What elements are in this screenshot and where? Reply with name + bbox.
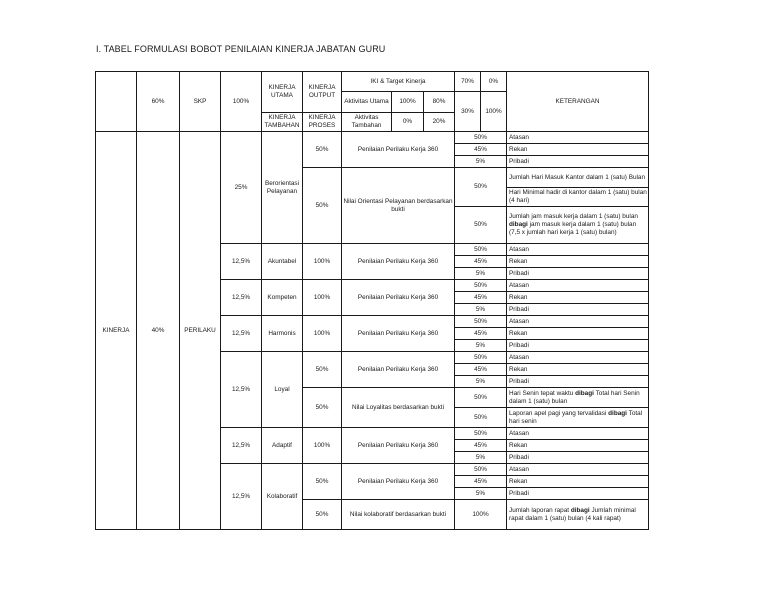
aspect-adaptif: Adaptif (262, 428, 303, 464)
keterangan-atasan: Atasan (507, 132, 649, 144)
iki-nilai-orientasi: Nilai Orientasi Pelayanan berdasarkan bukti (342, 168, 455, 244)
header-skp: SKP (180, 72, 221, 132)
weight-pribadi: 5% (455, 156, 507, 168)
weight-berorientasi: 25% (221, 132, 262, 244)
weight-harmonis: 12,5% (221, 316, 262, 352)
header-iki-target: IKI & Target Kinerja (342, 72, 455, 92)
weight-jam-masuk: 50% (455, 207, 507, 244)
keterangan-pribadi: Pribadi (507, 156, 649, 168)
header-kinerja-proses: KINERJA PROSES (303, 113, 342, 132)
keterangan-rekan: Rekan (507, 328, 649, 340)
aspect-berorientasi: Berorientasi Pelayanan (262, 132, 303, 244)
aktivitas-tambahan-0: 0% (392, 113, 424, 132)
weight-pribadi: 5% (455, 488, 507, 500)
keterangan-rekan: Rekan (507, 476, 649, 488)
weight-pribadi: 5% (455, 452, 507, 464)
weight-pribadi: 5% (455, 304, 507, 316)
aspect-kompeten: Kompeten (262, 280, 303, 316)
iki-nilai-loyalitas: Nilai Loyalitas berdasarkan bukti (342, 388, 455, 428)
keterangan-hari-minimal: Hari Minimal hadir di kantor dalam 1 (satu) bulan (4 hari) (507, 188, 649, 207)
keterangan-rekan: Rekan (507, 292, 649, 304)
header-100b: 100% (481, 92, 507, 132)
weight-rekan: 45% (455, 144, 507, 156)
keterangan-senin-tepat-waktu: Hari Senin tepat waktu dibagi Total hari Senin dalam 1 (satu) bulan (507, 388, 649, 408)
weight-atasan: 50% (455, 132, 507, 144)
proses-akuntabel: 100% (303, 244, 342, 280)
header-kinerja-utama: KINERJA UTAMA (262, 72, 303, 113)
keterangan-rekan: Rekan (507, 440, 649, 452)
perilaku-weight: 40% (137, 132, 180, 530)
aspect-harmonis: Harmonis (262, 316, 303, 352)
weight-senin-tepat-waktu: 50% (455, 388, 507, 408)
keterangan-pribadi: Pribadi (507, 304, 649, 316)
header-30: 30% (455, 92, 481, 132)
document-title: I. TABEL FORMULASI BOBOT PENILAIAN KINERJA JABATAN GURU (96, 44, 386, 54)
weight-atasan: 50% (455, 464, 507, 476)
keterangan-rekan: Rekan (507, 144, 649, 156)
iki-kolaboratif-360: Penilaian Perilaku Kerja 360 (342, 464, 455, 500)
keterangan-hari-masuk: Jumlah Hari Masuk Kantor dalam 1 (satu) Bulan (507, 168, 649, 188)
header-kinerja-output: KINERJA OUTPUT (303, 72, 342, 113)
iki-akuntabel-360: Penilaian Perilaku Kerja 360 (342, 244, 455, 280)
weight-rekan: 45% (455, 328, 507, 340)
header-keterangan: KETERANGAN (507, 72, 649, 132)
proses-harmonis: 100% (303, 316, 342, 352)
iki-berorientasi-360: Penilaian Perilaku Kerja 360 (342, 132, 455, 168)
aktivitas-utama-80: 80% (424, 92, 455, 113)
keterangan-pribadi: Pribadi (507, 340, 649, 352)
bobot-penilaian-table (95, 71, 649, 530)
weight-adaptif: 12,5% (221, 428, 262, 464)
keterangan-pribadi: Pribadi (507, 376, 649, 388)
kinerja-label: KINERJA (96, 132, 137, 530)
aspect-akuntabel: Akuntabel (262, 244, 303, 280)
weight-atasan: 50% (455, 352, 507, 364)
iki-loyal-360: Penilaian Perilaku Kerja 360 (342, 352, 455, 388)
iki-harmonis-360: Penilaian Perilaku Kerja 360 (342, 316, 455, 352)
weight-rekan: 45% (455, 256, 507, 268)
weight-pribadi: 5% (455, 268, 507, 280)
keterangan-pribadi: Pribadi (507, 268, 649, 280)
weight-rekan: 45% (455, 292, 507, 304)
keterangan-atasan: Atasan (507, 244, 649, 256)
keterangan-pribadi: Pribadi (507, 452, 649, 464)
keterangan-laporan-rapat: Jumlah laporan rapat dibagi Jumlah minimal rapat dalam 1 (satu) bulan (4 kali rapat) (507, 500, 649, 530)
weight-apel-pagi: 50% (455, 408, 507, 428)
aspect-kolaboratif: Kolaboratif (262, 464, 303, 530)
weight-pribadi: 5% (455, 376, 507, 388)
keterangan-atasan: Atasan (507, 352, 649, 364)
keterangan-pribadi: Pribadi (507, 488, 649, 500)
weight-atasan: 50% (455, 244, 507, 256)
weight-atasan: 50% (455, 280, 507, 292)
header-0: 0% (481, 72, 507, 92)
proses-loyal-360: 50% (303, 352, 342, 388)
keterangan-jam-masuk: Jumlah jam masuk kerja dalam 1 (satu) bulan dibagi jam masuk kerja dalam 1 (satu) bulan (7,5 x jumlah hari kerja 1 (satu) bulan) (507, 207, 649, 244)
iki-kompeten-360: Penilaian Perilaku Kerja 360 (342, 280, 455, 316)
weight-laporan-rapat: 100% (455, 500, 507, 530)
iki-nilai-kolaboratif: Nilai kolaboratif berdasarkan bukti (342, 500, 455, 530)
proses-loyal-bukti: 50% (303, 388, 342, 428)
proses-kolaboratif-360: 50% (303, 464, 342, 500)
proses-kompeten: 100% (303, 280, 342, 316)
aktivitas-utama-100: 100% (392, 92, 424, 113)
perilaku-label: PERILAKU (180, 132, 221, 530)
weight-rekan: 45% (455, 476, 507, 488)
proses-kolaboratif-bukti: 50% (303, 500, 342, 530)
weight-atasan: 50% (455, 316, 507, 328)
proses-adaptif: 100% (303, 428, 342, 464)
aktivitas-tambahan-20: 20% (424, 113, 455, 132)
keterangan-atasan: Atasan (507, 280, 649, 292)
header-100: 100% (221, 72, 262, 132)
keterangan-atasan: Atasan (507, 428, 649, 440)
blank-corner-cell (96, 72, 137, 132)
header-aktivitas-tambahan: Aktivitas Tambahan (342, 113, 392, 132)
proses-berorientasi-360: 50% (303, 132, 342, 168)
weight-pribadi: 5% (455, 340, 507, 352)
weight-rekan: 45% (455, 440, 507, 452)
keterangan-apel-pagi: Laporan apel pagi yang tervalidasi dibagi Total hari senin (507, 408, 649, 428)
proses-berorientasi-bukti: 50% (303, 168, 342, 244)
weight-akuntabel: 12,5% (221, 244, 262, 280)
weight-hari-masuk: 50% (455, 168, 507, 207)
iki-adaptif-360: Penilaian Perilaku Kerja 360 (342, 428, 455, 464)
keterangan-atasan: Atasan (507, 316, 649, 328)
weight-atasan: 50% (455, 428, 507, 440)
header-aktivitas-utama: Aktivitas Utama (342, 92, 392, 113)
weight-loyal: 12,5% (221, 352, 262, 428)
header-kinerja-tambahan: KINERJA TAMBAHAN (262, 113, 303, 132)
weight-rekan: 45% (455, 364, 507, 376)
weight-kompeten: 12,5% (221, 280, 262, 316)
keterangan-rekan: Rekan (507, 256, 649, 268)
header-60: 60% (137, 72, 180, 132)
keterangan-rekan: Rekan (507, 364, 649, 376)
aspect-loyal: Loyal (262, 352, 303, 428)
weight-kolaboratif: 12,5% (221, 464, 262, 530)
keterangan-atasan: Atasan (507, 464, 649, 476)
header-70: 70% (455, 72, 481, 92)
